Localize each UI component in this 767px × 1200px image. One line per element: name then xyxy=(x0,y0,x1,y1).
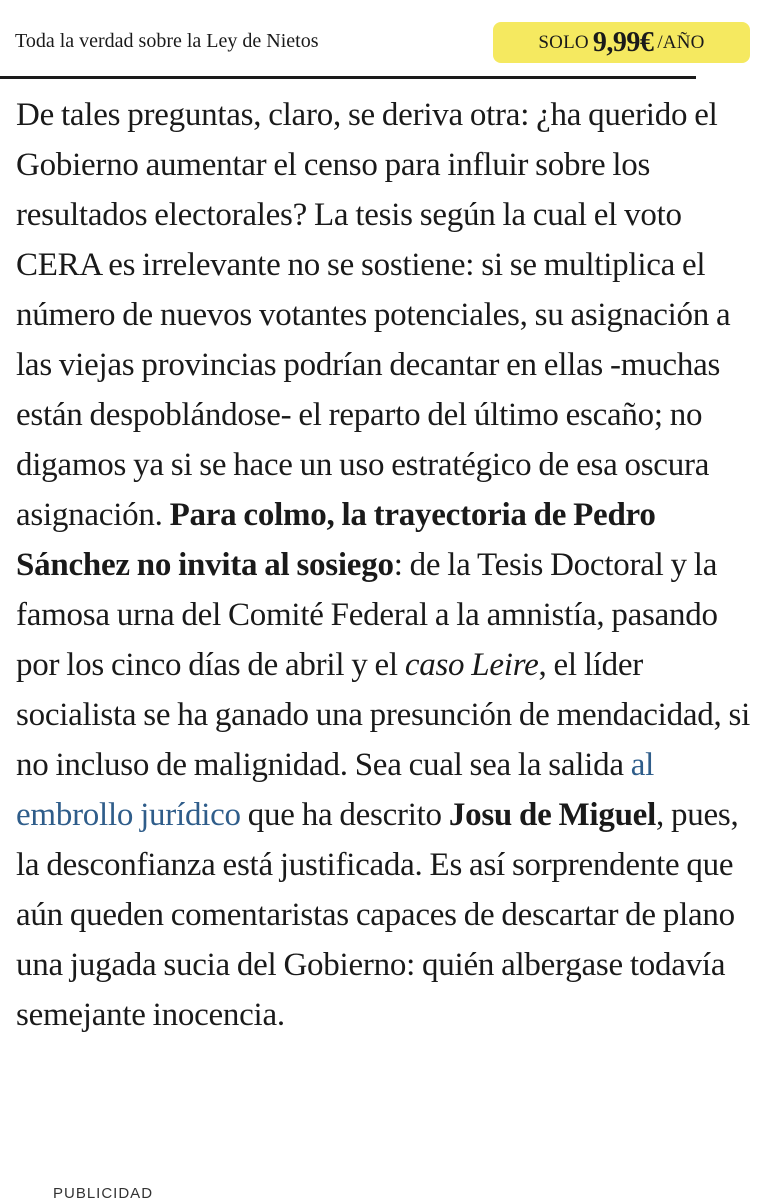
promo-suffix: /AÑO xyxy=(657,31,705,53)
paragraph-text: , pues, la desconfianza está justificada. Es así sorprendente que aún queden comentaristas capaces de descartar de plano una jugada sucia del Gobierno: quién albergase todavía semejante inocencia. xyxy=(16,797,739,1033)
article-body xyxy=(16,90,761,1040)
sticky-header xyxy=(0,0,767,78)
article-paragraph xyxy=(16,90,761,1040)
embrollo-juridico-link[interactable]: al embrollo jurídico xyxy=(16,747,655,833)
subscribe-promo-button[interactable] xyxy=(493,22,750,63)
italic-term: caso Leire xyxy=(404,647,539,683)
paragraph-text: que ha descrito xyxy=(240,797,449,833)
promo-prefix: SOLO xyxy=(538,31,589,53)
promo-price: 9,99€ xyxy=(592,26,654,58)
paragraph-text: , el líder socialista se ha ganado una presunción de mendacidad, si no incluso de malignidad. Sea cual sea la salida xyxy=(16,647,751,783)
header-divider xyxy=(0,76,696,79)
bold-highlight: Para colmo, la trayectoria de Pedro Sánchez no invita al sosiego xyxy=(16,497,656,583)
author-name-bold: Josu de Miguel xyxy=(448,797,656,833)
article-title[interactable]: Toda la verdad sobre la Ley de Nietos xyxy=(15,30,319,52)
paragraph-text: De tales preguntas, claro, se deriva otra: ¿ha querido el Gobierno aumentar el censo para influir sobre los resultados electorales? La tesis según la cual el voto CERA es irrelevante no se sostiene: si se multiplica el número de nuevos votantes potenciales, su asignación a las viejas provincias podrían decantar en ellas -muchas están despoblándose- el reparto del último escaño; no digamos ya si se hace un uso estratégico de esa oscura asignación. xyxy=(16,97,731,533)
advertising-label: PUBLICIDAD xyxy=(53,1185,154,1200)
advertising-label-bar xyxy=(0,1176,767,1200)
paragraph-text: : de la Tesis Doctoral y la famosa urna del Comité Federal a la amnistía, pasando por los cinco días de abril y el xyxy=(16,547,718,683)
